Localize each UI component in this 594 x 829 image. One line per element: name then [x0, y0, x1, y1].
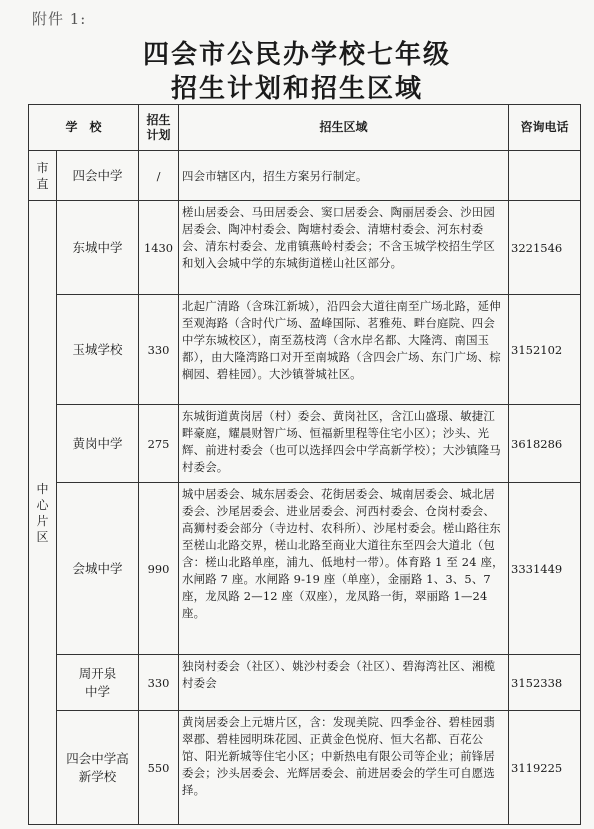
area-text: 黄岗居委会上元塘片区，含：发现美院、四季金谷、碧桂园翡翠郡、碧桂园明珠花园、正黄金色悦府、恒大名都、百花公馆、阳光新城等住宅小区；中新热电有限公司等企业；前锋居委会；沙头居委会、光辉居委会、前进居委会的学生可自愿选择。 [179, 711, 509, 825]
school-name: 黄岗中学 [57, 405, 139, 483]
table-row [29, 711, 581, 825]
header-school: 学 校 [29, 105, 139, 151]
group-city: 市直 [29, 151, 57, 201]
plan-count: 330 [139, 655, 179, 711]
school-name: 东城中学 [57, 201, 139, 295]
phone-number: 3221546 [509, 201, 581, 295]
plan-count: 330 [139, 295, 179, 405]
group-central: 中心片区 [29, 201, 57, 825]
school-name: 四会中学 [57, 151, 139, 201]
phone-number: 3152102 [509, 295, 581, 405]
table-row [29, 201, 581, 295]
enrollment-table [28, 104, 581, 825]
table-row [29, 295, 581, 405]
table-row [29, 151, 581, 201]
phone-number: 3152338 [509, 655, 581, 711]
table-row [29, 655, 581, 711]
plan-count: / [139, 151, 179, 201]
phone-number: 3618286 [509, 405, 581, 483]
school-name: 玉城学校 [57, 295, 139, 405]
header-phone: 咨询电话 [509, 105, 581, 151]
plan-count: 990 [139, 483, 179, 655]
phone-number: 3331449 [509, 483, 581, 655]
school-name: 四会中学高新学校 [57, 711, 139, 825]
table-row [29, 483, 581, 655]
area-text: 槎山居委会、马田居委会、窦口居委会、陶丽居委会、沙田园居委会、陶冲村委会、陶塘村委会、清塘村委会、河东村委会、清东村委会、龙甫镇燕岭村委会；不含玉城学校招生学区和划入会城中学的东城街道槎山社区部分。 [179, 201, 509, 295]
header-area: 招生区域 [179, 105, 509, 151]
phone-number [509, 151, 581, 201]
area-text: 东城街道黄岗居（村）委会、黄岗社区，含江山盛璟、敏捷江畔豪庭，耀晨财智广场、恒福新里程等住宅小区）；沙头、光辉、前进村委会（也可以选择四会中学高新学校）；大沙镇隆马村委会。 [179, 405, 509, 483]
phone-number: 3119225 [509, 711, 581, 825]
plan-count: 550 [139, 711, 179, 825]
plan-count: 1430 [139, 201, 179, 295]
page-title-line1: 四会市公民办学校七年级 [142, 40, 451, 70]
plan-count: 275 [139, 405, 179, 483]
table-row [29, 405, 581, 483]
attachment-label: 附件 1: [32, 10, 87, 28]
area-text: 四会市辖区内，招生方案另行制定。 [179, 151, 509, 201]
table-header-row [29, 105, 581, 151]
area-text: 城中居委会、城东居委会、花街居委会、城南居委会、城北居委会、沙尾居委会、进业居委会、河西村委会、仓岗村委会、高狮村委会部分（寺边村、农科所）、沙尾村委会。槎山路往东至槎山北路交界，槎山北路至商业大道往东至四会大道北（包含：槎山北路单座，浦九、低地村一带）。体育路 1 至 24 座，水闸路 7 座。水闸路 9-19 座（单座），金丽路 1、3、5、7 座，龙凤路 2—12 座（双座），龙凤路一街，翠丽路 1—24 座。 [179, 483, 509, 655]
school-name: 会城中学 [57, 483, 139, 655]
school-name: 周开泉中学 [57, 655, 139, 711]
page-title-line2: 招生计划和招生区域 [170, 74, 423, 104]
area-text: 独岗村委会（社区）、姚沙村委会（社区）、碧海湾社区、湘榄村委会 [179, 655, 509, 711]
header-plan: 招生计划 [139, 105, 179, 151]
area-text: 北起广清路（含珠江新城），沿四会大道往南至广场北路，延伸至观海路（含时代广场、盈峰国际、茗雅苑、畔台庭院、四会中学东城校区），南至荔枝湾（含水岸名都、大隆湾、南国玉都），由大隆湾路口对开至南城路（含四会广场、东门广场、棕榈园、碧桂园）。大沙镇誉城社区。 [179, 295, 509, 405]
